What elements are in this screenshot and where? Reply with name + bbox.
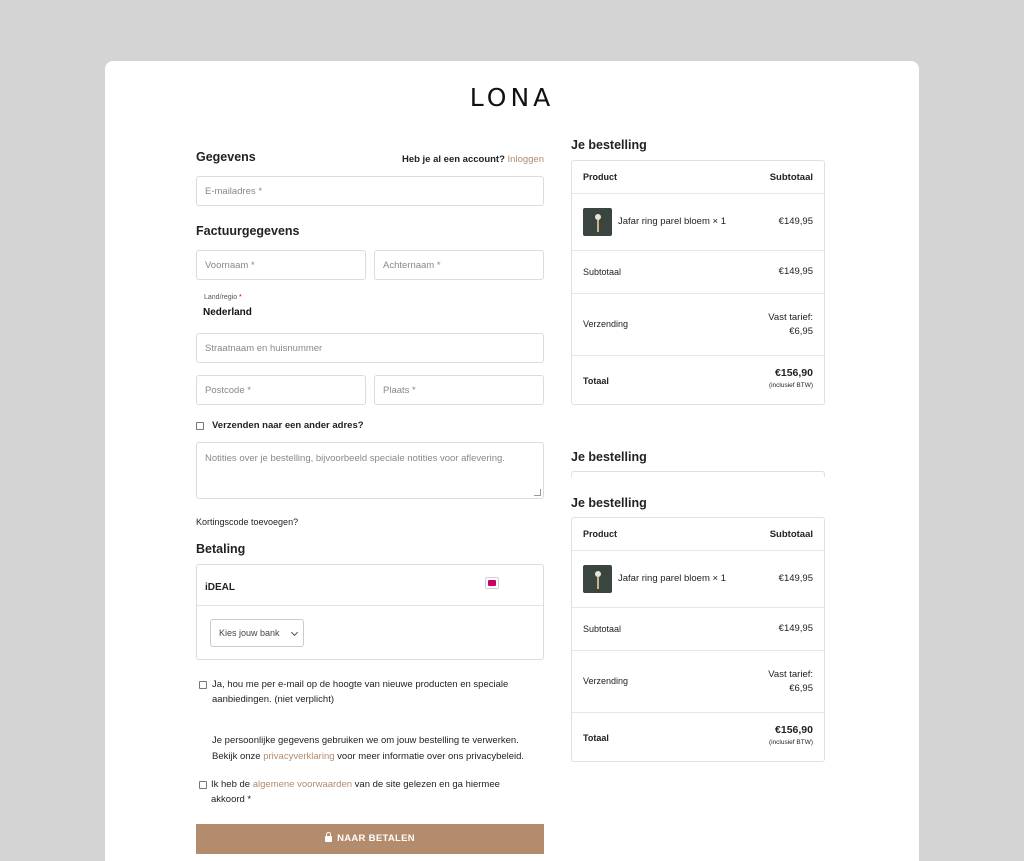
last-name-field[interactable] — [374, 250, 544, 280]
order-summary-title-2: Je bestelling — [571, 450, 647, 464]
payment-divider — [197, 605, 543, 606]
subtotal-row — [572, 607, 824, 650]
bank-select[interactable] — [210, 619, 304, 647]
order-summary-table-3 — [571, 517, 825, 762]
order-item-row — [572, 193, 824, 250]
item-qty: × 1 — [712, 573, 727, 584]
ship-different-label[interactable]: Verzenden naar een ander adres? — [212, 420, 364, 431]
bank-select-value: Kies jouw bank — [219, 628, 280, 638]
item-price: €149,95 — [778, 573, 813, 584]
city-field[interactable] — [374, 375, 544, 405]
newsletter-checkbox[interactable] — [199, 681, 207, 689]
order-header-row — [572, 161, 824, 193]
subtotal-label: Subtotaal — [583, 624, 622, 634]
header-subtotal: Subtotaal — [769, 529, 813, 540]
total-amount: €156,90 — [775, 724, 813, 736]
item-name: Jafar ring parel bloem — [618, 573, 710, 584]
order-summary-title: Je bestelling — [571, 138, 647, 152]
order-item-row — [572, 550, 824, 607]
product-thumbnail[interactable] — [583, 208, 612, 236]
item-name-qty — [618, 216, 726, 227]
total-label: Totaal — [583, 733, 609, 743]
first-name-input[interactable] — [197, 251, 365, 279]
payment-heading: Betaling — [196, 542, 246, 556]
last-name-input[interactable] — [375, 251, 543, 279]
lock-icon — [325, 836, 332, 842]
checkout-card — [105, 61, 919, 861]
subtotal-row — [572, 250, 824, 293]
privacy-line-1: Je persoonlijke gegevens gebruiken we om jouw bestelling te verwerken. — [212, 735, 519, 746]
country-label — [204, 294, 242, 301]
shipping-row — [572, 293, 824, 355]
ideal-icon — [485, 577, 499, 589]
shipping-line-1: Vast tarief: — [768, 669, 813, 680]
first-name-field[interactable] — [196, 250, 366, 280]
total-vat-note: (inclusief BTW) — [768, 382, 813, 389]
pay-button-label: NAAR BETALEN — [337, 833, 415, 844]
header-product: Product — [583, 172, 618, 182]
shipping-value — [768, 311, 813, 339]
login-prompt — [402, 154, 544, 165]
privacy-line-2 — [212, 749, 552, 765]
billing-heading: Factuurgegevens — [196, 224, 300, 238]
total-amount: €156,90 — [775, 367, 813, 379]
terms-link[interactable]: algemene voorwaarden — [252, 779, 353, 790]
total-label: Totaal — [583, 376, 609, 386]
privacy-text — [212, 733, 552, 765]
shipping-row — [572, 650, 824, 712]
total-value — [769, 724, 813, 746]
postcode-input[interactable] — [197, 376, 365, 404]
total-row — [572, 712, 824, 762]
subtotal-label: Subtotaal — [583, 267, 622, 277]
order-summary-table-2 — [571, 471, 825, 477]
order-summary-title-3: Je bestelling — [571, 496, 647, 510]
country-label-text: Land/regio — [204, 294, 238, 301]
item-name-qty — [618, 573, 726, 584]
street-field[interactable] — [196, 333, 544, 363]
order-summary-table — [571, 160, 825, 405]
total-value — [769, 367, 813, 389]
shipping-line-2: €6,95 — [789, 326, 813, 337]
total-row — [572, 355, 824, 405]
order-notes-field[interactable] — [196, 442, 544, 499]
newsletter-label[interactable]: Ja, hou me per e-mail op de hoogte van nieuwe producten en speciale aanbiedingen. (niet verplicht) — [212, 679, 509, 705]
total-vat-note: (inclusief BTW) — [768, 739, 813, 746]
payment-method-box — [196, 564, 544, 660]
terms-post: van de site gelezen en ga hiermee akkoord * — [211, 779, 500, 805]
shipping-label: Verzending — [583, 676, 629, 686]
street-input[interactable] — [197, 334, 543, 362]
email-field[interactable] — [196, 176, 544, 206]
country-required-mark: * — [239, 294, 242, 301]
terms-checkbox[interactable] — [199, 781, 207, 789]
shipping-line-2: €6,95 — [789, 683, 813, 694]
privacy-line-2-pre: Bekijk onze — [212, 751, 264, 762]
pay-button[interactable] — [196, 824, 544, 854]
brand-logo[interactable]: LONA — [469, 83, 555, 112]
resize-grip-icon[interactable] — [534, 489, 541, 496]
postcode-field[interactable] — [196, 375, 366, 405]
privacy-line-2-post: voor meer informatie over ons privacybeleid. — [334, 751, 525, 762]
header-subtotal: Subtotaal — [769, 172, 813, 183]
ship-different-checkbox[interactable] — [196, 422, 204, 430]
shipping-label: Verzending — [583, 319, 629, 329]
chevron-down-icon — [291, 629, 298, 636]
item-price: €149,95 — [778, 216, 813, 227]
login-link[interactable]: Inloggen — [507, 154, 544, 165]
subtotal-value: €149,95 — [778, 266, 813, 277]
city-input[interactable] — [375, 376, 543, 404]
coupon-link[interactable]: Kortingscode toevoegen? — [196, 517, 299, 527]
header-product: Product — [583, 529, 618, 539]
item-name: Jafar ring parel bloem — [618, 216, 710, 227]
order-notes-input[interactable] — [197, 443, 543, 498]
product-thumbnail[interactable] — [583, 565, 612, 593]
order-header-row — [572, 518, 824, 550]
terms-pre: Ik heb de — [211, 779, 253, 790]
country-value: Nederland — [203, 307, 252, 318]
subtotal-value: €149,95 — [778, 623, 813, 634]
payment-method-name[interactable]: iDEAL — [205, 582, 235, 593]
shipping-line-1: Vast tarief: — [768, 312, 813, 323]
privacy-policy-link[interactable]: privacyverklaring — [263, 751, 335, 762]
gegevens-heading: Gegevens — [196, 150, 256, 164]
shipping-value — [768, 668, 813, 696]
terms-label[interactable] — [211, 777, 531, 807]
email-input[interactable] — [197, 177, 543, 205]
item-qty: × 1 — [712, 216, 727, 227]
login-prompt-text: Heb je al een account? — [401, 154, 505, 165]
